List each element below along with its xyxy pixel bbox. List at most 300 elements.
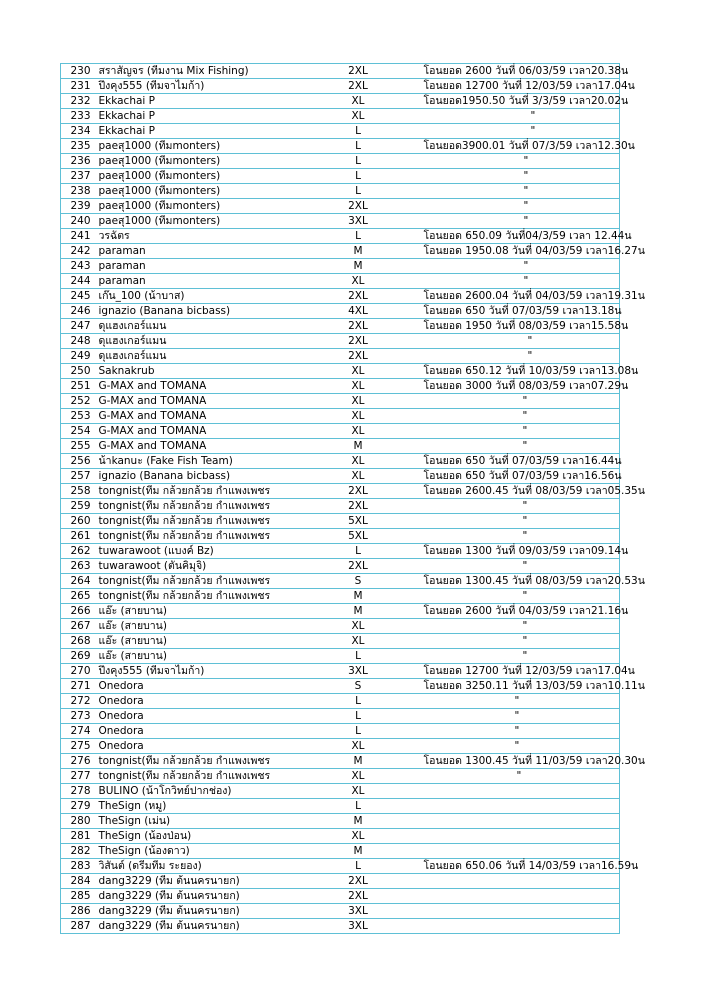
- customer-name: TheSign (เม่น): [97, 814, 297, 829]
- ditto-mark: ": [522, 590, 528, 602]
- payment-note: [420, 904, 620, 919]
- row-number: 271: [61, 679, 97, 694]
- customer-name: Onedora: [97, 739, 297, 754]
- row-number: 281: [61, 829, 97, 844]
- payment-note: [420, 274, 620, 289]
- ditto-mark: ": [514, 695, 520, 707]
- customer-name: Ekkachai P: [97, 124, 297, 139]
- shirt-size: 4XL: [297, 304, 420, 319]
- table-row: [61, 289, 620, 304]
- ditto-mark: ": [522, 620, 528, 632]
- customer-name: ดุแฮงเกอร์แมน: [97, 319, 297, 334]
- table-row: [61, 889, 620, 904]
- shirt-size: 2XL: [297, 79, 420, 94]
- payment-note: [420, 694, 620, 709]
- payment-note: [420, 199, 620, 214]
- shirt-size: M: [297, 844, 420, 859]
- payment-note: โอนยอด 1300.45 วันที่ 08/03/59 เวลา20.53น: [420, 574, 620, 589]
- shirt-size: 2XL: [297, 889, 420, 904]
- table-row: [61, 139, 620, 154]
- shirt-size: 3XL: [297, 214, 420, 229]
- row-number: 230: [61, 64, 97, 79]
- ditto-mark: ": [523, 275, 529, 287]
- table-row: [61, 844, 620, 859]
- payment-note: โอนยอด 3250.11 วันที่ 13/03/59 เวลา10.11น: [420, 679, 620, 694]
- row-number: 249: [61, 349, 97, 364]
- customer-name: tongnist(ทีม กล้วยกล้วย กำแพงเพชร: [97, 529, 297, 544]
- row-number: 270: [61, 664, 97, 679]
- payment-note: [420, 424, 620, 439]
- table-row: [61, 334, 620, 349]
- row-number: 259: [61, 499, 97, 514]
- customer-name: Saknakrub: [97, 364, 297, 379]
- customer-name: paeสุ1000 (ทีมmonters): [97, 139, 297, 154]
- row-number: 234: [61, 124, 97, 139]
- table-row: [61, 529, 620, 544]
- shirt-size: L: [297, 124, 420, 139]
- table-row: [61, 229, 620, 244]
- customer-name: แอ๊ะ (สายบาน): [97, 649, 297, 664]
- payment-note: [420, 709, 620, 724]
- payment-note: [420, 394, 620, 409]
- row-number: 269: [61, 649, 97, 664]
- customer-name: paraman: [97, 259, 297, 274]
- shirt-size: M: [297, 604, 420, 619]
- payment-note: [420, 439, 620, 454]
- customer-name: วิสันต์ (ดรีมทีม ระยอง): [97, 859, 297, 874]
- payment-note: [420, 124, 620, 139]
- payment-note: [420, 259, 620, 274]
- payment-note: [420, 874, 620, 889]
- payment-note: [420, 724, 620, 739]
- customer-name: แอ๊ะ (สายบาน): [97, 634, 297, 649]
- ditto-mark: ": [530, 110, 536, 122]
- customer-name: paeสุ1000 (ทีมmonters): [97, 214, 297, 229]
- shirt-size: 3XL: [297, 904, 420, 919]
- shirt-size: L: [297, 139, 420, 154]
- row-number: 257: [61, 469, 97, 484]
- shirt-size: XL: [297, 409, 420, 424]
- customer-name: ปึงคุง555 (ทีมจาไมก้า): [97, 664, 297, 679]
- table-row: [61, 394, 620, 409]
- row-number: 280: [61, 814, 97, 829]
- table-row: [61, 679, 620, 694]
- ditto-mark: ": [523, 200, 529, 212]
- table-row: [61, 619, 620, 634]
- customer-name: Onedora: [97, 679, 297, 694]
- table-row: [61, 544, 620, 559]
- shirt-size: XL: [297, 379, 420, 394]
- table-row: [61, 514, 620, 529]
- payment-note: [420, 349, 620, 364]
- shirt-size: XL: [297, 634, 420, 649]
- payment-note: [420, 829, 620, 844]
- customer-name: TheSign (น้องป่อน): [97, 829, 297, 844]
- row-number: 282: [61, 844, 97, 859]
- table-row: [61, 199, 620, 214]
- customer-name: TheSign (หมู): [97, 799, 297, 814]
- ditto-mark: ": [522, 500, 528, 512]
- shirt-size: L: [297, 544, 420, 559]
- customer-name: Ekkachai P: [97, 109, 297, 124]
- table-row: [61, 154, 620, 169]
- shirt-size: L: [297, 169, 420, 184]
- customer-name: tongnist(ทีม กล้วยกล้วย กำแพงเพชร: [97, 484, 297, 499]
- payment-note: [420, 184, 620, 199]
- shirt-size: L: [297, 694, 420, 709]
- shirt-size: 2XL: [297, 349, 420, 364]
- shirt-size: XL: [297, 619, 420, 634]
- payment-note: โอนยอด 1300 วันที่ 09/03/59 เวลา09.14น: [420, 544, 620, 559]
- customer-name: dang3229 (ทีม ต้นนครนายก): [97, 919, 297, 934]
- row-number: 248: [61, 334, 97, 349]
- payment-note: โอนยอด 2600.45 วันที่ 08/03/59 เวลา05.35น: [420, 484, 620, 499]
- customer-name: dang3229 (ทีม ต้นนครนายก): [97, 874, 297, 889]
- row-number: 240: [61, 214, 97, 229]
- shirt-size: 3XL: [297, 664, 420, 679]
- table-row: [61, 784, 620, 799]
- shirt-size: M: [297, 814, 420, 829]
- ditto-mark: ": [523, 170, 529, 182]
- table-row: [61, 814, 620, 829]
- customer-name: tuwarawoot (แบงค์ Bz): [97, 544, 297, 559]
- table-row: [61, 919, 620, 934]
- shirt-size: L: [297, 229, 420, 244]
- customer-name: tongnist(ทีม กล้วยกล้วย กำแพงเพชร: [97, 754, 297, 769]
- payment-note: โอนยอด 2600 วันที่ 04/03/59 เวลา21.16น: [420, 604, 620, 619]
- payment-note: โอนยอด1950.50 วันที่ 3/3/59 เวลา20.02น: [420, 94, 620, 109]
- ditto-mark: ": [522, 530, 528, 542]
- row-number: 262: [61, 544, 97, 559]
- shirt-size: M: [297, 754, 420, 769]
- table-row: [61, 259, 620, 274]
- ditto-mark: ": [522, 410, 528, 422]
- customer-name: dang3229 (ทีม ต้นนครนายก): [97, 904, 297, 919]
- payment-note: [420, 154, 620, 169]
- payment-note: [420, 334, 620, 349]
- customer-name: น้าkanuะ (Fake Fish Team): [97, 454, 297, 469]
- customer-name: ดุแฮงเกอร์แมน: [97, 334, 297, 349]
- payment-note: โอนยอด3900.01 วันที่ 07/3/59 เวลา12.30น: [420, 139, 620, 154]
- shirt-size: L: [297, 859, 420, 874]
- row-number: 254: [61, 424, 97, 439]
- shirt-size: 2XL: [297, 199, 420, 214]
- row-number: 276: [61, 754, 97, 769]
- payment-note: โอนยอด 650.09 วันที่04/3/59 เวลา 12.44น: [420, 229, 620, 244]
- customer-name: สราสัญจร (ทีมงาน Mix Fishing): [97, 64, 297, 79]
- payment-note: โอนยอด 1950.08 วันที่ 04/03/59 เวลา16.27น: [420, 244, 620, 259]
- payment-note: โอนยอด 3000 วันที่ 08/03/59 เวลา07.29น: [420, 379, 620, 394]
- payment-note: โอนยอด 12700 วันที่ 12/03/59 เวลา17.04น: [420, 79, 620, 94]
- table-row: [61, 574, 620, 589]
- payment-note: [420, 844, 620, 859]
- ditto-mark: ": [522, 440, 528, 452]
- row-number: 274: [61, 724, 97, 739]
- table-row: [61, 739, 620, 754]
- customer-name: G-MAX and TOMANA: [97, 379, 297, 394]
- row-number: 232: [61, 94, 97, 109]
- table-row: [61, 769, 620, 784]
- payment-note: [420, 739, 620, 754]
- table-row: [61, 904, 620, 919]
- customer-name: TheSign (น้องดาว): [97, 844, 297, 859]
- row-number: 247: [61, 319, 97, 334]
- ditto-mark: ": [527, 350, 533, 362]
- shirt-size: XL: [297, 784, 420, 799]
- shirt-size: S: [297, 574, 420, 589]
- customer-name: tongnist(ทีม กล้วยกล้วย กำแพงเพชร: [97, 499, 297, 514]
- shirt-size: L: [297, 154, 420, 169]
- payment-note: [420, 919, 620, 934]
- payment-note: โอนยอด 12700 วันที่ 12/03/59 เวลา17.04น: [420, 664, 620, 679]
- table-row: [61, 439, 620, 454]
- row-number: 250: [61, 364, 97, 379]
- table-row: [61, 274, 620, 289]
- ditto-mark: ": [522, 635, 528, 647]
- table-row: [61, 109, 620, 124]
- table-row: [61, 709, 620, 724]
- ditto-mark: ": [522, 560, 528, 572]
- ditto-mark: ": [523, 155, 529, 167]
- customer-name: G-MAX and TOMANA: [97, 439, 297, 454]
- row-number: 238: [61, 184, 97, 199]
- row-number: 283: [61, 859, 97, 874]
- payment-note: [420, 214, 620, 229]
- row-number: 251: [61, 379, 97, 394]
- payment-note: [420, 109, 620, 124]
- payment-note: [420, 169, 620, 184]
- order-table-body: [61, 64, 645, 934]
- row-number: 275: [61, 739, 97, 754]
- table-row: [61, 589, 620, 604]
- payment-note: [420, 589, 620, 604]
- row-number: 263: [61, 559, 97, 574]
- table-row: [61, 694, 620, 709]
- row-number: 284: [61, 874, 97, 889]
- ditto-mark: ": [523, 215, 529, 227]
- shirt-size: M: [297, 244, 420, 259]
- shirt-size: 2XL: [297, 319, 420, 334]
- row-number: 239: [61, 199, 97, 214]
- payment-note: โอนยอด 2600.04 วันที่ 04/03/59 เวลา19.31น: [420, 289, 620, 304]
- customer-name: BULINO (น้าโกวิทย์ปากช่อง): [97, 784, 297, 799]
- table-row: [61, 364, 620, 379]
- table-row: [61, 64, 620, 79]
- customer-name: ignazio (Banana bicbass): [97, 469, 297, 484]
- table-row: [61, 799, 620, 814]
- row-number: 236: [61, 154, 97, 169]
- table-row: [61, 634, 620, 649]
- table-row: [61, 349, 620, 364]
- customer-name: ดุแฮงเกอร์แมน: [97, 349, 297, 364]
- shirt-size: 5XL: [297, 514, 420, 529]
- payment-note: [420, 649, 620, 664]
- customer-name: Onedora: [97, 694, 297, 709]
- table-row: [61, 859, 620, 874]
- shirt-size: XL: [297, 739, 420, 754]
- shirt-size: XL: [297, 829, 420, 844]
- table-row: [61, 319, 620, 334]
- shirt-size: L: [297, 709, 420, 724]
- shirt-size: XL: [297, 364, 420, 379]
- customer-name: แอ๊ะ (สายบาน): [97, 619, 297, 634]
- row-number: 272: [61, 694, 97, 709]
- customer-name: dang3229 (ทีม ต้นนครนายก): [97, 889, 297, 904]
- payment-note: [420, 814, 620, 829]
- shirt-size: 2XL: [297, 64, 420, 79]
- shirt-size: XL: [297, 454, 420, 469]
- customer-name: G-MAX and TOMANA: [97, 394, 297, 409]
- shirt-size: 5XL: [297, 529, 420, 544]
- row-number: 273: [61, 709, 97, 724]
- payment-note: โอนยอด 650.06 วันที่ 14/03/59 เวลา16.59น: [420, 859, 620, 874]
- shirt-size: M: [297, 589, 420, 604]
- ditto-mark: ": [523, 260, 529, 272]
- row-number: 253: [61, 409, 97, 424]
- customer-name: แอ๊ะ (สายบาน): [97, 604, 297, 619]
- payment-note: [420, 529, 620, 544]
- table-row: [61, 304, 620, 319]
- shirt-size: XL: [297, 424, 420, 439]
- table-row: [61, 214, 620, 229]
- customer-name: tuwarawoot (ตันคิมุจิ): [97, 559, 297, 574]
- row-number: 246: [61, 304, 97, 319]
- shirt-size: XL: [297, 94, 420, 109]
- customer-name: paraman: [97, 274, 297, 289]
- shirt-size: 2XL: [297, 559, 420, 574]
- shirt-size: M: [297, 259, 420, 274]
- customer-name: Onedora: [97, 709, 297, 724]
- customer-name: tongnist(ทีม กล้วยกล้วย กำแพงเพชร: [97, 514, 297, 529]
- payment-note: [420, 514, 620, 529]
- table-row: [61, 874, 620, 889]
- table-row: [61, 649, 620, 664]
- customer-name: Ekkachai P: [97, 94, 297, 109]
- row-number: 287: [61, 919, 97, 934]
- row-number: 285: [61, 889, 97, 904]
- row-number: 241: [61, 229, 97, 244]
- row-number: 277: [61, 769, 97, 784]
- customer-name: paeสุ1000 (ทีมmonters): [97, 184, 297, 199]
- shirt-size: L: [297, 649, 420, 664]
- payment-note: โอนยอด 1950 วันที่ 08/03/59 เวลา15.58น: [420, 319, 620, 334]
- table-row: [61, 244, 620, 259]
- table-row: [61, 79, 620, 94]
- row-number: 258: [61, 484, 97, 499]
- shirt-size: 2XL: [297, 334, 420, 349]
- ditto-mark: ": [522, 650, 528, 662]
- row-number: 267: [61, 619, 97, 634]
- shirt-size: M: [297, 439, 420, 454]
- customer-name: วรฉัตร: [97, 229, 297, 244]
- row-number: 278: [61, 784, 97, 799]
- shirt-size: 2XL: [297, 874, 420, 889]
- customer-name: ปึงคุง555 (ทีมจาไมก้า): [97, 79, 297, 94]
- row-number: 244: [61, 274, 97, 289]
- customer-name: Onedora: [97, 724, 297, 739]
- table-row: [61, 499, 620, 514]
- shirt-size: XL: [297, 274, 420, 289]
- table-row: [61, 559, 620, 574]
- table-row: [61, 754, 620, 769]
- customer-name: paeสุ1000 (ทีมmonters): [97, 199, 297, 214]
- customer-name: เก๊น_100 (น้าบาส): [97, 289, 297, 304]
- row-number: 233: [61, 109, 97, 124]
- customer-name: paraman: [97, 244, 297, 259]
- payment-note: โอนยอด 650 วันที่ 07/03/59 เวลา16.56น: [420, 469, 620, 484]
- shirt-size: 2XL: [297, 484, 420, 499]
- shirt-size: XL: [297, 394, 420, 409]
- payment-note: [420, 559, 620, 574]
- payment-note: [420, 499, 620, 514]
- payment-note: [420, 619, 620, 634]
- table-row: [61, 469, 620, 484]
- table-row: [61, 124, 620, 139]
- table-row: [61, 454, 620, 469]
- row-number: 256: [61, 454, 97, 469]
- ditto-mark: ": [514, 710, 520, 722]
- shirt-size: S: [297, 679, 420, 694]
- customer-name: tongnist(ทีม กล้วยกล้วย กำแพงเพชร: [97, 589, 297, 604]
- row-number: 243: [61, 259, 97, 274]
- row-number: 237: [61, 169, 97, 184]
- payment-note: โอนยอด 1300.45 วันที่ 11/03/59 เวลา20.30น: [420, 754, 620, 769]
- table-row: [61, 424, 620, 439]
- shirt-size: XL: [297, 109, 420, 124]
- shirt-size: XL: [297, 469, 420, 484]
- ditto-mark: ": [530, 125, 536, 137]
- customer-name: paeสุ1000 (ทีมmonters): [97, 169, 297, 184]
- payment-note: โอนยอด 650 วันที่ 07/03/59 เวลา13.18น: [420, 304, 620, 319]
- ditto-mark: ": [514, 740, 520, 752]
- row-number: 245: [61, 289, 97, 304]
- table-row: [61, 604, 620, 619]
- payment-note: โอนยอด 650.12 วันที่ 10/03/59 เวลา13.08น: [420, 364, 620, 379]
- payment-note: โอนยอด 2600 วันที่ 06/03/59 เวลา20.38น: [420, 64, 620, 79]
- payment-note: [420, 634, 620, 649]
- table-row: [61, 94, 620, 109]
- row-number: 266: [61, 604, 97, 619]
- ditto-mark: ": [523, 185, 529, 197]
- ditto-mark: ": [522, 515, 528, 527]
- table-row: [61, 724, 620, 739]
- shirt-size: L: [297, 724, 420, 739]
- table-row: [61, 379, 620, 394]
- customer-name: G-MAX and TOMANA: [97, 409, 297, 424]
- ditto-mark: ": [527, 335, 533, 347]
- shirt-size: XL: [297, 769, 420, 784]
- row-number: 242: [61, 244, 97, 259]
- ditto-mark: ": [522, 425, 528, 437]
- table-row: [61, 829, 620, 844]
- payment-note: โอนยอด 650 วันที่ 07/03/59 เวลา16.44น: [420, 454, 620, 469]
- ditto-mark: ": [522, 395, 528, 407]
- row-number: 265: [61, 589, 97, 604]
- table-row: [61, 169, 620, 184]
- table-row: [61, 409, 620, 424]
- row-number: 286: [61, 904, 97, 919]
- shirt-size: 3XL: [297, 919, 420, 934]
- row-number: 231: [61, 79, 97, 94]
- row-number: 261: [61, 529, 97, 544]
- customer-name: G-MAX and TOMANA: [97, 424, 297, 439]
- table-row: [61, 484, 620, 499]
- customer-name: ignazio (Banana bicbass): [97, 304, 297, 319]
- customer-name: paeสุ1000 (ทีมmonters): [97, 154, 297, 169]
- row-number: 252: [61, 394, 97, 409]
- shirt-size: 2XL: [297, 289, 420, 304]
- row-number: 235: [61, 139, 97, 154]
